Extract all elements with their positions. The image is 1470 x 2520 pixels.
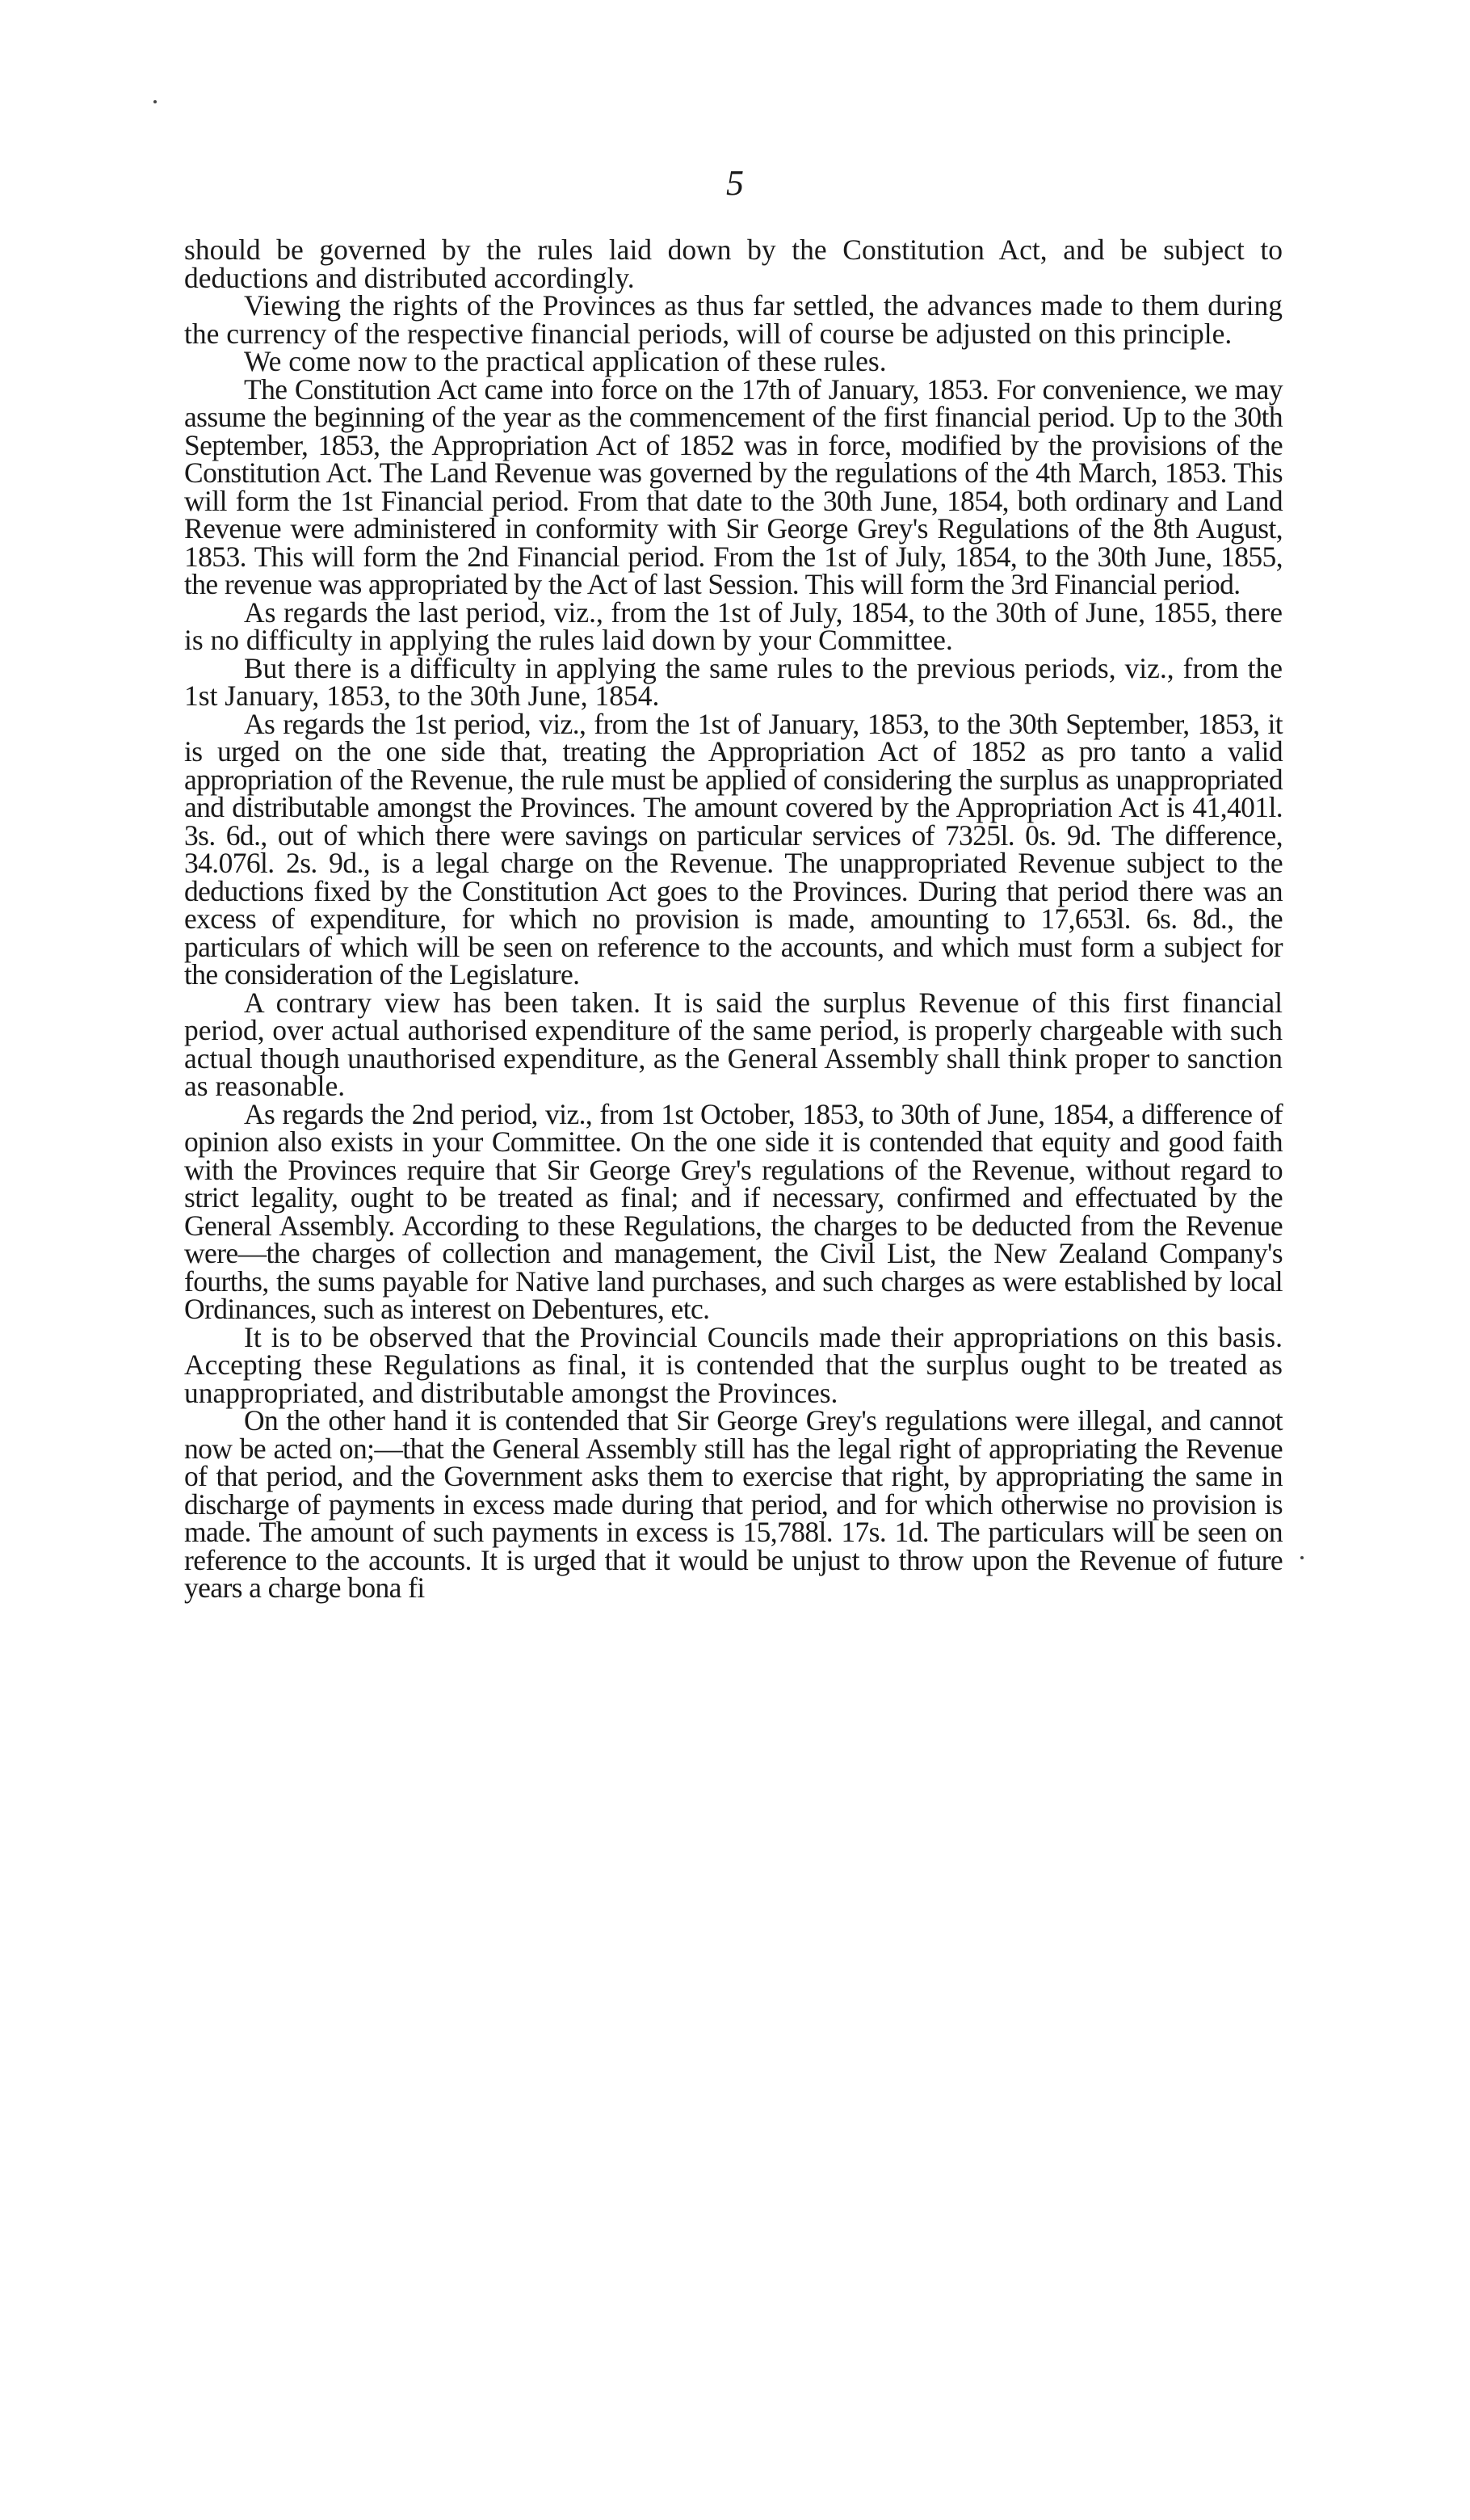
- paragraph-first-period: As regards the 1st period, viz., from the 1st of January, 1853, to the 30th September, 1853, it is urged on the one side that, treating the Appropriation Act of 1852 as pro tanto a valid appropriation of the Revenue, the rule must be applied of considering the surplus as unappropriated and distributable amongst the Provinces. The amount covered by the Appropriation Act is 41,401l. 3s. 6d., out of which there were savings on particular services of 7325l. 0s. 9d. The difference, 34.076l. 2s. 9d., is a legal charge on the Revenue. The unappropriated Revenue subject to the deductions fixed by the Constitution Act goes to the Provinces. During that period there was an excess of expenditure, for which no provision is made, amounting to 17,653l. 6s. 8d., the particulars of which will be seen on reference to the accounts, and which must form a subject for the consideration of the Legislature.: [184, 707, 1283, 991]
- page-number: 5: [726, 163, 744, 203]
- paragraph-continuation: should be governed by the rules laid down by the Constitution Act, and be subject to deductions and distributed accordingly.: [184, 233, 1283, 294]
- paragraph-practical-application: We come now to the practical application of these rules.: [244, 345, 887, 377]
- paragraph-previous-periods: But there is a difficulty in applying the same rules to the previous periods, viz., from the 1st January, 1853, to the 30th June, 1854.: [184, 651, 1283, 712]
- paragraph-advances: Viewing the rights of the Provinces as thus far settled, the advances made to them during the currency of the respective financial periods, will of course be adjusted on this principle.: [184, 289, 1283, 350]
- paragraph-provincial-councils: It is to be observed that the Provincial Councils made their appropriations on this basis. Accepting these Regulations as final, it is contended that the surplus ought to be treated as unappropriated, and distributable amongst the Provinces.: [184, 1320, 1283, 1409]
- scan-speck: [1300, 1556, 1304, 1559]
- scan-speck: [153, 100, 157, 103]
- paragraph-financial-periods: The Constitution Act came into force on the 17th of January, 1853. For convenience, we may assume the beginning of the year as the commencement of the first financial period. Up to the 30th September, 1853, the Appropriation Act of 1852 was in force, modified by the provisions of the Constitution Act. The Land Revenue was governed by the regulations of the 4th March, 1853. This will form the 1st Financial period. From that date to the 30th June, 1854, both ordinary and Land Revenue were administered in conformity with Sir George Grey's Regulations of the 8th August, 1853. This will form the 2nd Financial period. From the 1st of July, 1854, to the 30th June, 1855, the revenue was appropriated by the Act of last Session. This will form the 3rd Financial period.: [184, 372, 1283, 600]
- paragraph-contrary-view: A contrary view has been taken. It is said the surplus Revenue of this first financial period, over actual authorised expenditure of the same period, is properly chargeable with such actual though unauthorised expenditure, as the General Assembly shall think proper to sanction as reasonable.: [184, 986, 1283, 1102]
- paragraph-second-period: As regards the 2nd period, viz., from 1st October, 1853, to 30th of June, 1854, a difference of opinion also exists in your Committee. On the one side it is contended that equity and good faith with the Provinces require that Sir George Grey's regulations of the Revenue, without regard to strict legality, ought to be treated as final; and if necessary, confirmed and effectuated by the General Assembly. According to these Regulations, the charges to be deducted from the Revenue were—the charges of collection and management, the Civil List, the New Zealand Company's fourths, the sums payable for Native land purchases, and such charges as were established by local Ordinances, such as interest on Debentures, etc.: [184, 1097, 1283, 1325]
- paragraph-other-hand: On the other hand it is contended that Sir George Grey's regulations were illegal, and cannot now be acted on;—that the General Assembly still has the legal right of appropriating the Revenue of that period, and the Government asks them to exercise that right, by appropriating the same in discharge of payments in excess made during that period, and for which otherwise no provision is made. The amount of such payments in excess is 15,788l. 17s. 1d. The particulars will be seen on reference to the accounts. It is urged that it would be unjust to throw upon the Revenue of future years a charge bona fi: [184, 1404, 1283, 1604]
- body-text: [184, 233, 1283, 1604]
- paragraph-last-period: As regards the last period, viz., from the 1st of July, 1854, to the 30th of June, 1855, there is no difficulty in applying the rules laid down by your Committee.: [184, 595, 1283, 656]
